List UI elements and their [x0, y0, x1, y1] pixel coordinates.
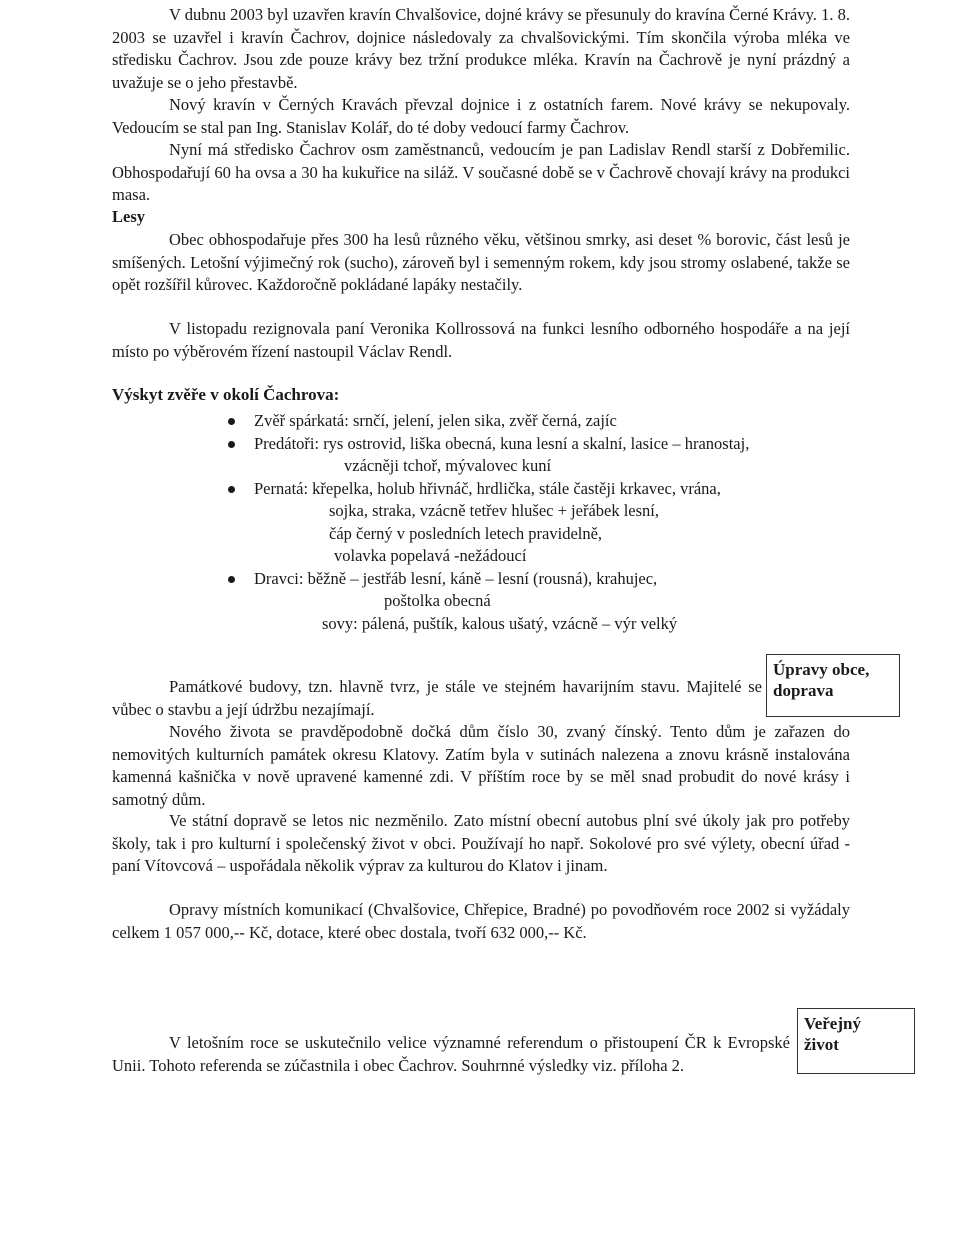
margin-note-line: doprava [773, 681, 834, 700]
wildlife-line: poštolka obecná [384, 591, 491, 610]
wildlife-line: Dravci: běžně – jestřáb lesní, káně – lesní (rousná), krahujec, [254, 568, 658, 588]
paragraph-dairy-closure: V dubnu 2003 byl uzavřen kravín Chvalšovice, dojné krávy se přesunuly do kravína Černé Krávy. 1. 8. 2003 se uzavřel i kravín Čachrov, dojnice následovaly za chvalšovickými. Tím skončila výroba mléka ve středisku Čachrov. Jsou zde pouze krávy bez tržní produkce mléka. Kravín na Čachrově je nyní prázdný a uvažuje se o jeho přestavbě. [112, 5, 850, 92]
heading-wildlife: Výskyt zvěře v okolí Čachrova: [112, 385, 340, 404]
wildlife-line: volavka popelavá -nežádoucí [334, 546, 527, 565]
wildlife-line: Predátoři: rys ostrovid, liška obecná, kuna lesní a skalní, lasice – hranostaj, [254, 433, 750, 453]
wildlife-item-raptors [222, 568, 862, 636]
wildlife-line: sojka, straka, vzácně tetřev hlušec + jeřábek lesní, [329, 501, 659, 520]
wildlife-line: vzácněji tchoř, mývalovec kuní [344, 456, 552, 475]
paragraph-forests: Obec obhospodařuje přes 300 ha lesů různého věku, většinou smrky, asi deset % borovic, část lesů je smíšených. Letošní výjimečný rok (sucho), zároveň byl i semenným rokem, kdy jsou stromy oslabené, takže se opět rozšířil kůrovec. Každoročně pokládané lapáky nestačily. [112, 230, 850, 294]
paragraph-house-30: Nového života se pravděpodobně dočká dům číslo 30, zvaný čínský. Tento dům je zařazen do nemovitých kulturních památek okresu Klatovy. Zatím byla v sutinách nalezena a znovu krásně instalována kamenná kašnička v nově upravené kamenné zdi. V příštím roce by se měl snad probudit do nové krásy i samotný dům. [112, 722, 850, 809]
wildlife-item-hoofed [222, 410, 862, 433]
paragraph-monuments: Památkové budovy, tzn. hlavně tvrz, je stále ve stejném havarijním stavu. Majitelé se vůbec o stavbu a její údržbu nezajímají. [112, 677, 762, 719]
wildlife-line: čáp černý v posledních letech pravidelně, [329, 523, 603, 543]
margin-note-village-transport [766, 654, 900, 717]
paragraph-forest-manager: V listopadu rezignovala paní Veronika Kollrossová na funkci lesního odborného hospodáře a na její místo po výběrovém řízení nastoupil Václav Rendl. [112, 319, 850, 361]
paragraph-new-cowshed: Nový kravín v Černých Kravách převzal dojnice i z ostatních farem. Nové krávy se nekupovaly. Vedoucím se stal pan Ing. Stanislav Kolář, do té doby vedoucí farmy Čachrov. [112, 95, 850, 137]
heading-lesy: Lesy [112, 207, 145, 226]
margin-note-line: Veřejný [804, 1014, 861, 1033]
margin-note-public-life [797, 1008, 915, 1074]
wildlife-line: Zvěř spárkatá: srnčí, jelení, jelen sika, zvěř černá, zajíc [254, 411, 617, 430]
paragraph-transport: Ve státní dopravě se letos nic nezměnilo. Zato místní obecní autobus plní své úkoly jak pro potřeby školy, tak i pro kulturní i společenský život v obci. Používají ho např. Sokolové pro své výlety, obecní úřad -paní Vítovcová – uspořádala několik výprav za kulturou do Klatov i jinam. [112, 811, 850, 875]
wildlife-line: sovy: pálená, puštík, kalous ušatý, vzácně – výr velký [322, 613, 678, 633]
paragraph-staff: Nyní má středisko Čachrov osm zaměstnanců, vedoucím je pan Ladislav Rendl starší z Dobřemilic. Obhospodařují 60 ha ovsa a 30 ha kukuřice na siláž. V současné době se v Čachrově chovají krávy na produkci masa. [112, 140, 850, 204]
wildlife-line: Pernatá: křepelka, holub hřivnáč, hrdlička, stále častěji krkavec, vrána, [254, 478, 721, 498]
wildlife-item-birds [222, 478, 862, 568]
margin-note-line: Úpravy obce, [773, 660, 870, 679]
wildlife-list [222, 410, 862, 635]
paragraph-roads: Opravy místních komunikací (Chvalšovice, Chřepice, Bradné) po povodňovém roce 2002 si vyžádaly celkem 1 057 000,-- Kč, dotace, které obec dostala, tvoří 632 000,-- Kč. [112, 900, 850, 942]
paragraph-referendum: V letošním roce se uskutečnilo velice významné referendum o přistoupení ČR k Evropské Unii. Tohoto referenda se zúčastnila i obec Čachrov. Souhrnné výsledky viz. příloha 2. [112, 1033, 790, 1075]
margin-note-line: život [804, 1035, 839, 1054]
wildlife-item-predators [222, 433, 862, 478]
